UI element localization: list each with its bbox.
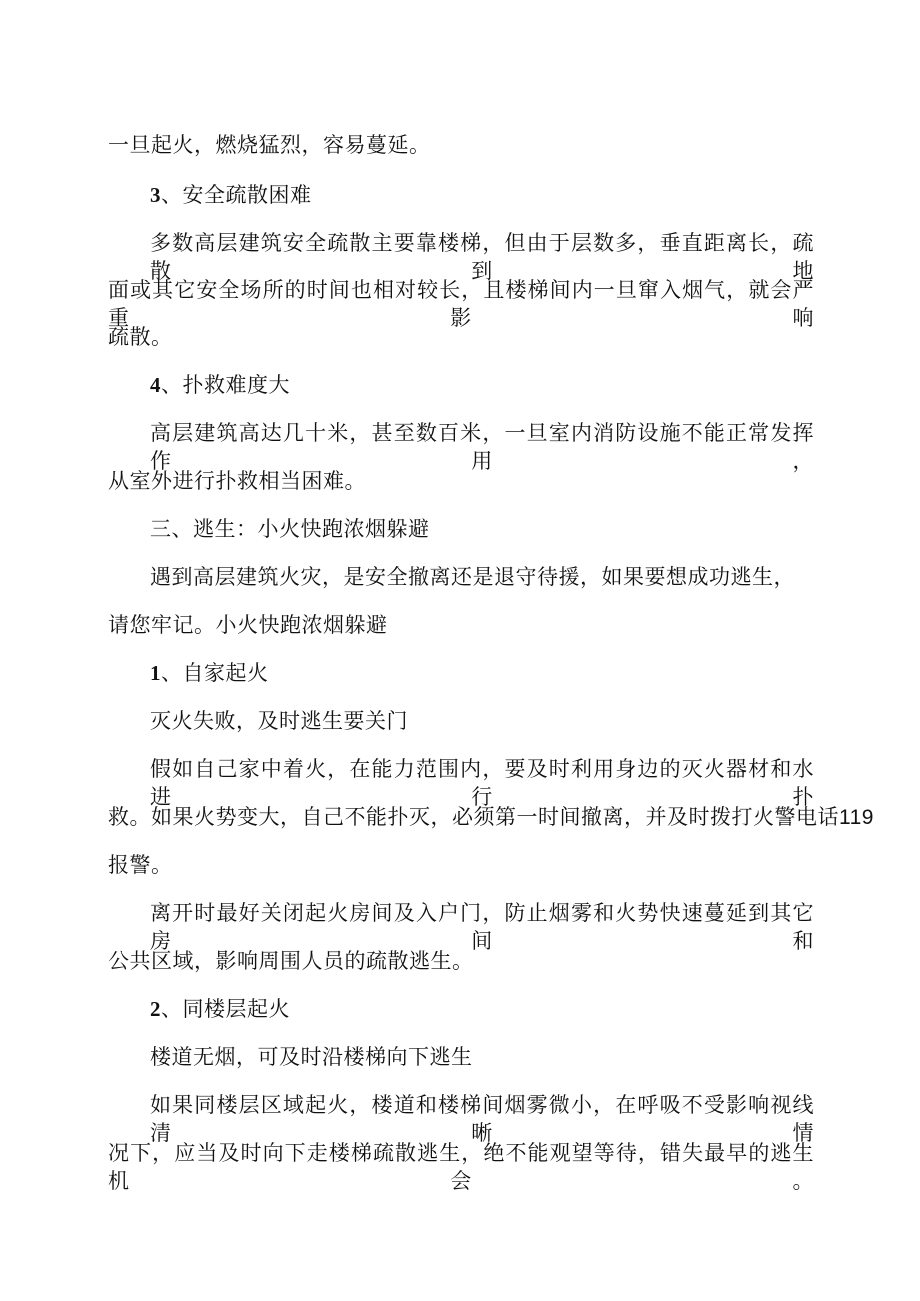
section-heading: 三、逃生：小火快跑浓烟躲避 [150,517,430,541]
paragraph-line: 高层建筑高达几十米，甚至数百米，一旦室内消防设施不能正常发挥作用， [150,421,814,473]
paragraph-line: 遇到高层建筑火灾，是安全撤离还是退守待援，如果要想成功逃生， [150,565,795,589]
heading-number: 1 [150,661,161,685]
paragraph-line: 离开时最好关闭起火房间及入户门，防止烟雾和火势快速蔓延到其它房间和 [150,901,814,953]
paragraph-line: 况下，应当及时向下走楼梯疏散逃生，绝不能观望等待，错失最早的逃生机会。 [108,1141,814,1193]
heading-text: 、安全疏散困难 [161,183,312,207]
paragraph-line: 如果同楼层区域起火，楼道和楼梯间烟雾微小，在呼吸不受影响视线清晰情 [150,1093,814,1145]
heading-item-4 [150,371,290,399]
paragraph-line: 从室外进行扑救相当困难。 [108,469,366,493]
heading-text: 、自家起火 [161,661,269,685]
paragraph-line: 公共区域，影响周围人员的疏散逃生。 [108,949,474,973]
heading-item-3 [150,181,312,209]
heading-item-1 [150,659,269,687]
paragraph-line: 假如自己家中着火，在能力范围内，要及时利用身边的灭火器材和水进行扑 [150,757,814,809]
paragraph-text: 救。如果火势变大，自己不能扑灭，必须第一时间撤离，并及时拨打火警电话 [108,805,839,829]
subheading: 灭火失败，及时逃生要关门 [150,709,408,733]
phone-number: 119 [839,806,874,829]
paragraph-line: 一旦起火，燃烧猛烈，容易蔓延。 [108,133,431,157]
heading-item-2 [150,995,290,1023]
paragraph-line [108,803,874,832]
heading-number: 2 [150,997,161,1021]
paragraph-line: 疏散。 [108,325,173,349]
heading-text: 、扑救难度大 [161,373,290,397]
paragraph-line: 报警。 [108,853,173,877]
paragraph-line: 面或其它安全场所的时间也相对较长，且楼梯间内一旦窜入烟气，就会严重影响 [108,278,814,330]
heading-number: 3 [150,183,161,207]
paragraph-line: 多数高层建筑安全疏散主要靠楼梯，但由于层数多，垂直距离长，疏散到地 [150,231,814,283]
heading-text: 、同楼层起火 [161,997,290,1021]
heading-number: 4 [150,373,161,397]
paragraph-line: 请您牢记。小火快跑浓烟躲避 [108,613,388,637]
subheading: 楼道无烟，可及时沿楼梯向下逃生 [150,1045,473,1069]
